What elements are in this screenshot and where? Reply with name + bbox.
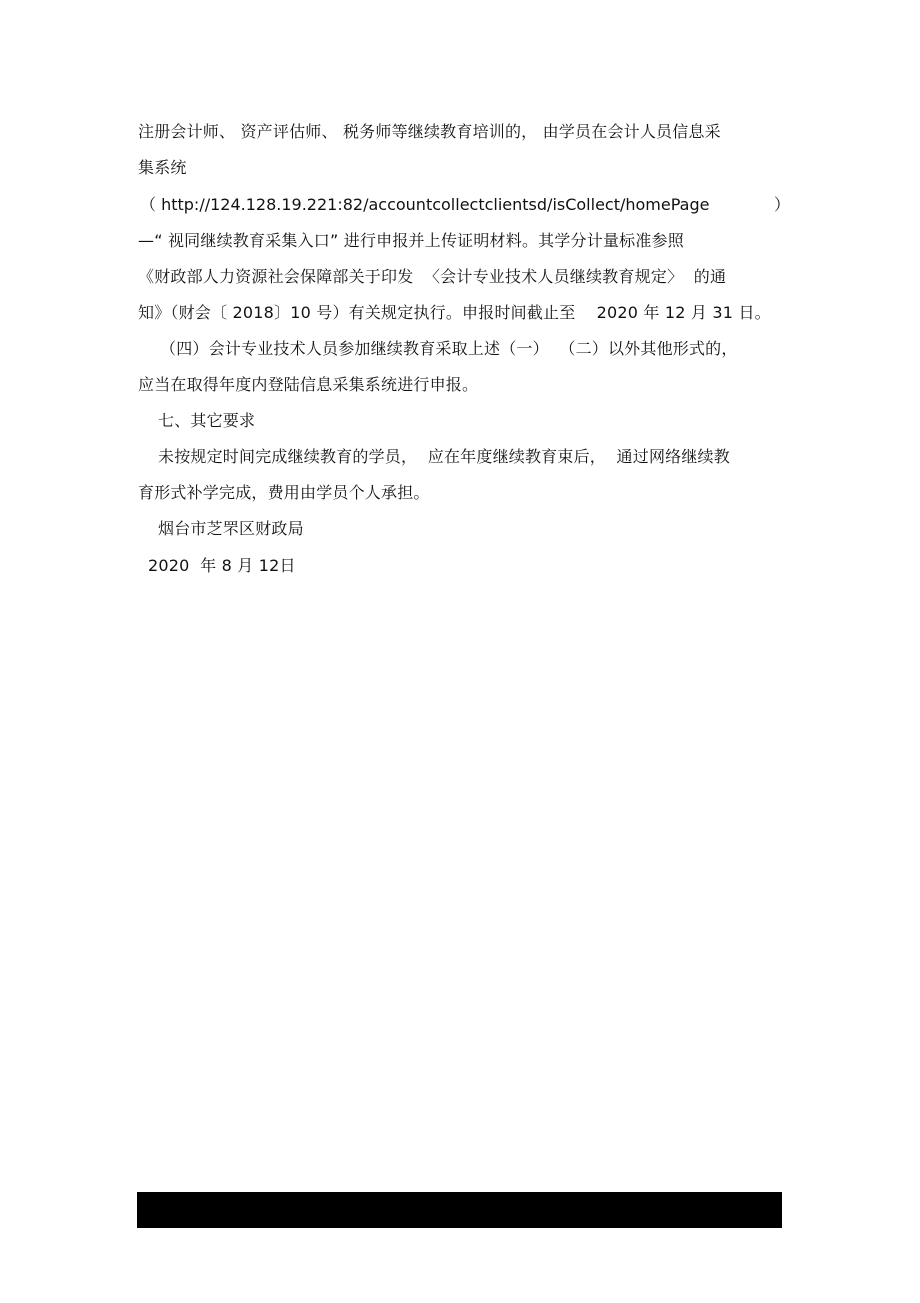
paragraph-line: 集系统 xyxy=(138,158,187,177)
paragraph-line: —“ 视同继续教育采集入口” 进行申报并上传证明材料。其学分计量标准参照 xyxy=(138,231,684,250)
paragraph-line: 注册会计师、 资产评估师、 税务师等继续教育培训的， 由学员在会计人员信息采 xyxy=(138,122,721,141)
footer-bar xyxy=(137,1192,782,1228)
signature-date: 2020 年 8 月 12日 xyxy=(148,556,296,575)
url-close-paren: ） xyxy=(774,195,791,214)
section-heading: 七、其它要求 xyxy=(158,411,256,430)
paragraph-line: （四）会计专业技术人员参加继续教育采取上述（一） （二）以外其他形式的， xyxy=(160,339,738,358)
url-line: （ http://124.128.19.221:82/accountcollectclientsd/isCollect/homePage xyxy=(140,195,710,214)
paragraph-line: 未按规定时间完成继续教育的学员， 应在年度继续教育束后， 通过网络继续教 xyxy=(158,447,730,466)
paragraph-line: 应当在取得年度内登陆信息采集系统进行申报。 xyxy=(138,375,479,394)
paragraph-line: 知》（财会〔 2018〕10 号）有关规定执行。申报时间截止至 2020 年 12 月 31 日。 xyxy=(138,303,771,322)
paragraph-line: 育形式补学完成，费用由学员个人承担。 xyxy=(138,483,430,502)
signature-organization: 烟台市芝罘区财政局 xyxy=(158,519,304,538)
paragraph-line: 《财政部人力资源社会保障部关于印发 〈会计专业技术人员继续教育规定〉 的通 xyxy=(138,267,727,286)
